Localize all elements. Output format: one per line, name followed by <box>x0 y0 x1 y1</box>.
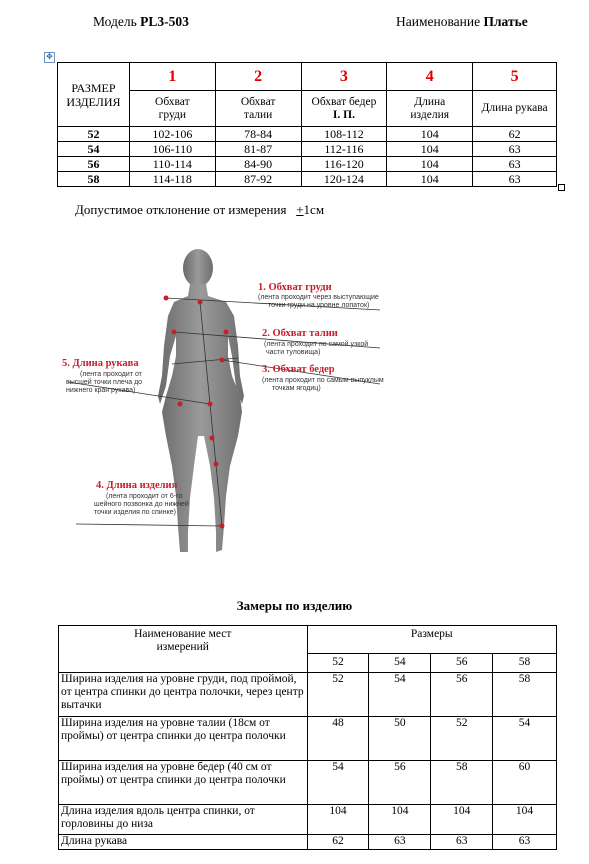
value-cell: 120-124 <box>301 172 387 187</box>
column-header-line: I. П. <box>332 108 355 121</box>
name-header <box>396 14 528 30</box>
tolerance-value: 1см <box>303 202 325 217</box>
value-cell: 112-116 <box>301 142 387 157</box>
column-number: 1 <box>129 63 215 91</box>
value-cell: 54 <box>307 761 369 805</box>
table-row <box>59 673 557 717</box>
label-title: 5. Длина рукава <box>62 358 139 369</box>
value-cell: 78-84 <box>215 127 301 142</box>
label-title: 1. Обхват груди <box>258 282 332 293</box>
table-row <box>58 157 557 172</box>
value-cell: 63 <box>493 835 557 850</box>
column-number: 2 <box>215 63 301 91</box>
name-label: Наименование <box>396 14 481 29</box>
table-row <box>58 127 557 142</box>
size-header-cell: 56 <box>431 653 493 672</box>
value-cell: 62 <box>473 127 557 142</box>
value-cell: 110-114 <box>129 157 215 172</box>
value-cell: 56 <box>431 673 493 717</box>
size-cell: 58 <box>58 172 130 187</box>
value-cell: 104 <box>369 805 431 835</box>
column-header-line: Длина рукава <box>481 102 548 114</box>
value-cell: 63 <box>369 835 431 850</box>
size-header-cell: 54 <box>369 653 431 672</box>
column-header-hips <box>301 91 387 127</box>
header-name: Наименование мест измерений <box>134 628 232 653</box>
table-row <box>59 717 557 761</box>
column-header-length <box>387 91 473 127</box>
label-waist <box>262 328 368 356</box>
tolerance-text: Допустимое отклонение от измерения <box>75 202 287 217</box>
value-cell: 87-92 <box>215 172 301 187</box>
value-cell: 63 <box>473 142 557 157</box>
header-sizes: Размеры <box>307 626 556 654</box>
measurements-table <box>58 625 557 850</box>
value-cell: 81-87 <box>215 142 301 157</box>
column-number: 4 <box>387 63 473 91</box>
value-cell: 58 <box>493 673 557 717</box>
value-cell: 54 <box>369 673 431 717</box>
value-cell: 104 <box>493 805 557 835</box>
value-cell: 106-110 <box>129 142 215 157</box>
size-cell: 56 <box>58 157 130 172</box>
column-header-line: изделия <box>410 108 450 121</box>
column-header-line: Обхват бедер <box>311 95 377 108</box>
value-cell: 84-90 <box>215 157 301 172</box>
column-header-sleeve <box>473 91 557 127</box>
label-chest <box>258 282 379 309</box>
value-cell: 104 <box>387 157 473 172</box>
value-cell: 60 <box>493 761 557 805</box>
model-label: Модель <box>93 14 137 29</box>
value-cell: 104 <box>431 805 493 835</box>
label-note: точки изделия по спинке) <box>94 509 176 516</box>
column-header-line: Длина <box>414 95 446 108</box>
column-number: 5 <box>473 63 557 91</box>
size-cell: 54 <box>58 142 130 157</box>
label-title: 4. Длина изделия <box>96 480 178 491</box>
label-title: 2. Обхват талии <box>262 328 338 339</box>
measure-label: Ширина изделия на уровне груди, под проймой, от центра спинки до центра полочки, через центр вытачки <box>59 673 308 717</box>
size-header: РАЗМЕР ИЗДЕЛИЯ <box>66 80 121 109</box>
measure-label: Ширина изделия на уровне бедер (40 см от проймы) от центра спинки до центра полочки <box>59 761 308 805</box>
name-value: Платье <box>483 14 528 29</box>
value-cell: 63 <box>473 157 557 172</box>
table-row <box>59 835 557 850</box>
measure-label: Ширина изделия на уровне талии (18см от проймы) от центра спинки до центра полочки <box>59 717 308 761</box>
value-cell: 104 <box>387 142 473 157</box>
label-note: нижнего края рукава) <box>66 387 136 394</box>
value-cell: 114-118 <box>129 172 215 187</box>
label-note: точкам ягодиц) <box>272 385 321 392</box>
value-cell: 58 <box>431 761 493 805</box>
label-note: (лента проходит по самым выпуклым <box>262 377 384 384</box>
column-header-waist <box>215 91 301 127</box>
column-header-chest <box>129 91 215 127</box>
size-header-cell: 58 <box>493 653 557 672</box>
label-title: 3. Обхват бедер <box>262 364 335 375</box>
label-note: части туловища) <box>266 349 321 356</box>
size-cell: 52 <box>58 127 130 142</box>
column-header-line: Обхват <box>155 95 190 108</box>
label-note: шейного позвонка до нижней <box>94 501 189 508</box>
label-note: высшей точки плеча до <box>66 379 143 386</box>
value-cell: 52 <box>431 717 493 761</box>
table-row <box>59 805 557 835</box>
measurement-figure <box>50 236 410 576</box>
table-resize-handle[interactable] <box>558 184 565 191</box>
value-cell: 54 <box>493 717 557 761</box>
measurements-title: Замеры по изделию <box>236 598 353 613</box>
label-note: (лента проходит через выступающие <box>258 294 379 301</box>
value-cell: 104 <box>307 805 369 835</box>
model-value: PL3-503 <box>140 14 189 29</box>
label-length <box>94 480 189 516</box>
model-header <box>93 14 189 30</box>
label-sleeve <box>62 358 143 394</box>
table-row <box>59 761 557 805</box>
plus-minus-sign: + <box>296 202 304 217</box>
size-header-cell: 52 <box>307 653 369 672</box>
column-header-line: Обхват <box>240 95 276 108</box>
size-table <box>57 62 557 187</box>
label-hips <box>262 364 384 392</box>
size-header-cell <box>58 63 130 127</box>
label-note: точки груди на уровне лопаток) <box>268 302 370 309</box>
value-cell: 48 <box>307 717 369 761</box>
value-cell: 116-120 <box>301 157 387 172</box>
column-number: 3 <box>301 63 387 91</box>
value-cell: 50 <box>369 717 431 761</box>
column-header-line: груди <box>158 108 187 121</box>
value-cell: 63 <box>431 835 493 850</box>
table-row <box>58 172 557 187</box>
measure-label: Длина рукава <box>59 835 308 850</box>
table-move-handle-icon[interactable]: ✥ <box>44 52 55 63</box>
value-cell: 102-106 <box>129 127 215 142</box>
value-cell: 62 <box>307 835 369 850</box>
value-cell: 56 <box>369 761 431 805</box>
value-cell: 104 <box>387 172 473 187</box>
length-bottom-line <box>76 524 222 526</box>
value-cell: 104 <box>387 127 473 142</box>
label-note: (лента проходит от <box>80 371 142 378</box>
value-cell: 63 <box>473 172 557 187</box>
value-cell: 52 <box>307 673 369 717</box>
label-note: (лента проходит от 6-го <box>106 493 183 500</box>
table-row <box>58 142 557 157</box>
column-header-line: талии <box>243 108 273 121</box>
label-note: (лента проходит по самой узкой <box>264 341 369 348</box>
header-name-cell <box>59 626 308 673</box>
tolerance-note <box>75 202 324 218</box>
measure-label: Длина изделия вдоль центра спинки, от горловины до низа <box>59 805 308 835</box>
value-cell: 108-112 <box>301 127 387 142</box>
